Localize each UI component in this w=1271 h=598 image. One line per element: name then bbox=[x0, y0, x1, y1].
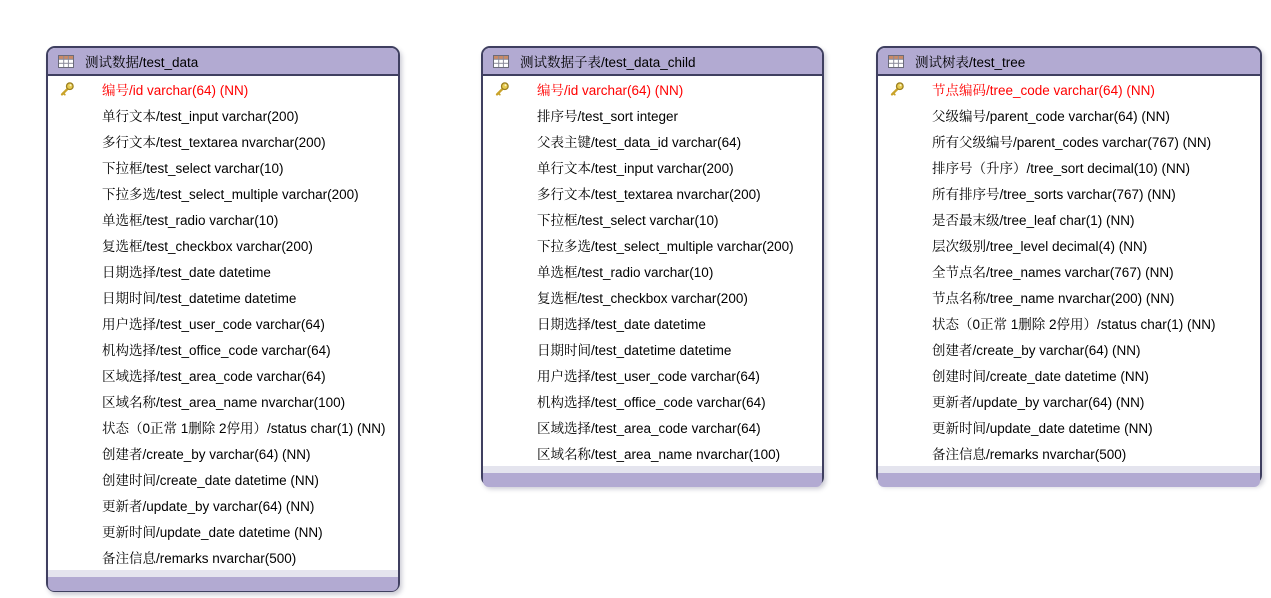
field-row[interactable] bbox=[483, 414, 822, 440]
field-row[interactable] bbox=[48, 206, 398, 232]
field-icon-spacer bbox=[888, 107, 905, 124]
field-label: 单选框/test_radio varchar(10) bbox=[537, 265, 714, 280]
entity-footer bbox=[48, 570, 398, 591]
field-row[interactable] bbox=[483, 440, 822, 466]
entity-test-data-child[interactable] bbox=[481, 46, 824, 486]
field-icon-spacer bbox=[888, 133, 905, 150]
footer-bar bbox=[48, 577, 398, 591]
field-label: 下拉框/test_select varchar(10) bbox=[102, 161, 284, 176]
field-row[interactable] bbox=[878, 232, 1260, 258]
field-icon-spacer bbox=[493, 237, 510, 254]
field-icon-spacer bbox=[58, 185, 75, 202]
field-label: 状态（0正常 1删除 2停用）/status char(1) (NN) bbox=[932, 317, 1216, 332]
field-label: 备注信息/remarks nvarchar(500) bbox=[102, 551, 297, 566]
field-label: 更新时间/update_date datetime (NN) bbox=[102, 525, 323, 540]
table-icon bbox=[492, 53, 509, 70]
field-icon-spacer bbox=[888, 289, 905, 306]
field-icon-spacer bbox=[493, 159, 510, 176]
field-row[interactable] bbox=[48, 492, 398, 518]
field-label: 区域选择/test_area_code varchar(64) bbox=[102, 369, 326, 384]
field-row[interactable] bbox=[48, 440, 398, 466]
field-icon-spacer bbox=[58, 133, 75, 150]
field-icon-spacer bbox=[888, 367, 905, 384]
field-row[interactable] bbox=[878, 336, 1260, 362]
field-row[interactable] bbox=[483, 284, 822, 310]
field-icon-spacer bbox=[888, 263, 905, 280]
field-row[interactable] bbox=[48, 180, 398, 206]
entity-body bbox=[48, 76, 398, 570]
field-label: 区域名称/test_area_name nvarchar(100) bbox=[537, 447, 781, 462]
footer-strip bbox=[483, 466, 822, 473]
field-icon-spacer bbox=[493, 367, 510, 384]
field-row[interactable] bbox=[483, 128, 822, 154]
field-icon-spacer bbox=[58, 549, 75, 566]
field-icon-spacer bbox=[493, 263, 510, 280]
field-label: 更新时间/update_date datetime (NN) bbox=[932, 421, 1153, 436]
field-icon-spacer bbox=[888, 237, 905, 254]
field-icon-spacer bbox=[58, 393, 75, 410]
field-row[interactable] bbox=[483, 258, 822, 284]
field-label: 层次级别/tree_level decimal(4) (NN) bbox=[932, 239, 1148, 254]
entity-title: 测试树表/test_tree bbox=[915, 55, 1026, 70]
field-label: 更新者/update_by varchar(64) (NN) bbox=[932, 395, 1145, 410]
field-row[interactable] bbox=[878, 362, 1260, 388]
field-row[interactable] bbox=[878, 102, 1260, 128]
field-icon-spacer bbox=[58, 237, 75, 254]
field-icon-spacer bbox=[888, 185, 905, 202]
field-row[interactable] bbox=[878, 180, 1260, 206]
field-label: 创建者/create_by varchar(64) (NN) bbox=[102, 447, 311, 462]
field-row[interactable] bbox=[48, 128, 398, 154]
entity-title: 测试数据/test_data bbox=[85, 55, 199, 70]
field-row[interactable] bbox=[48, 336, 398, 362]
field-icon-spacer bbox=[493, 341, 510, 358]
field-row[interactable] bbox=[48, 518, 398, 544]
field-row[interactable] bbox=[48, 414, 398, 440]
entity-body bbox=[878, 76, 1260, 466]
field-label: 下拉多选/test_select_multiple varchar(200) bbox=[537, 239, 794, 254]
field-row[interactable] bbox=[878, 414, 1260, 440]
field-row[interactable] bbox=[483, 206, 822, 232]
field-row[interactable] bbox=[48, 466, 398, 492]
field-row[interactable] bbox=[48, 310, 398, 336]
field-label: 日期选择/test_date datetime bbox=[537, 317, 706, 332]
field-label: 用户选择/test_user_code varchar(64) bbox=[537, 369, 760, 384]
field-row[interactable] bbox=[48, 388, 398, 414]
field-label: 用户选择/test_user_code varchar(64) bbox=[102, 317, 325, 332]
field-label: 排序号/test_sort integer bbox=[537, 109, 679, 124]
entity-footer bbox=[483, 466, 822, 487]
field-icon-spacer bbox=[888, 211, 905, 228]
field-label: 节点编码/tree_code varchar(64) (NN) bbox=[932, 83, 1155, 98]
field-label: 复选框/test_checkbox varchar(200) bbox=[102, 239, 313, 254]
field-label: 所有父级编号/parent_codes varchar(767) (NN) bbox=[932, 135, 1212, 150]
field-label: 状态（0正常 1删除 2停用）/status char(1) (NN) bbox=[102, 421, 386, 436]
primary-key-icon bbox=[493, 81, 510, 98]
field-row[interactable] bbox=[878, 440, 1260, 466]
field-row[interactable] bbox=[48, 258, 398, 284]
field-icon-spacer bbox=[58, 289, 75, 306]
field-icon-spacer bbox=[58, 471, 75, 488]
field-label: 下拉多选/test_select_multiple varchar(200) bbox=[102, 187, 359, 202]
field-icon-spacer bbox=[58, 419, 75, 436]
field-row[interactable] bbox=[483, 336, 822, 362]
field-row[interactable] bbox=[48, 284, 398, 310]
field-icon-spacer bbox=[493, 315, 510, 332]
field-icon-spacer bbox=[58, 341, 75, 358]
field-label: 区域名称/test_area_name nvarchar(100) bbox=[102, 395, 346, 410]
field-label: 日期时间/test_datetime datetime bbox=[537, 343, 732, 358]
entity-test-data[interactable] bbox=[46, 46, 400, 592]
field-icon-spacer bbox=[888, 419, 905, 436]
entity-header[interactable] bbox=[878, 48, 1260, 76]
field-icon-spacer bbox=[58, 523, 75, 540]
field-label: 区域选择/test_area_code varchar(64) bbox=[537, 421, 761, 436]
field-label: 备注信息/remarks nvarchar(500) bbox=[932, 447, 1127, 462]
field-icon-spacer bbox=[493, 185, 510, 202]
footer-bar bbox=[878, 473, 1260, 487]
field-label: 单选框/test_radio varchar(10) bbox=[102, 213, 279, 228]
field-icon-spacer bbox=[58, 315, 75, 332]
field-label: 更新者/update_by varchar(64) (NN) bbox=[102, 499, 315, 514]
field-row[interactable] bbox=[483, 232, 822, 258]
field-label: 编号/id varchar(64) (NN) bbox=[537, 83, 684, 98]
field-row[interactable] bbox=[878, 154, 1260, 180]
field-icon-spacer bbox=[58, 445, 75, 462]
field-icon-spacer bbox=[493, 107, 510, 124]
field-row[interactable] bbox=[48, 154, 398, 180]
entity-body bbox=[483, 76, 822, 466]
field-icon-spacer bbox=[888, 445, 905, 462]
footer-strip bbox=[878, 466, 1260, 473]
entity-test-tree[interactable] bbox=[876, 46, 1262, 484]
field-label: 多行文本/test_textarea nvarchar(200) bbox=[102, 135, 326, 150]
field-label: 创建时间/create_date datetime (NN) bbox=[102, 473, 319, 488]
field-row[interactable] bbox=[48, 76, 398, 102]
field-icon-spacer bbox=[493, 211, 510, 228]
field-row[interactable] bbox=[48, 102, 398, 128]
field-label: 排序号（升序）/tree_sort decimal(10) (NN) bbox=[932, 161, 1191, 176]
field-row[interactable] bbox=[483, 362, 822, 388]
field-row[interactable] bbox=[878, 284, 1260, 310]
field-label: 机构选择/test_office_code varchar(64) bbox=[537, 395, 766, 410]
entity-header[interactable] bbox=[483, 48, 822, 76]
primary-key-icon bbox=[58, 81, 75, 98]
field-label: 下拉框/test_select varchar(10) bbox=[537, 213, 719, 228]
field-row[interactable] bbox=[878, 258, 1260, 284]
field-label: 单行文本/test_input varchar(200) bbox=[537, 161, 734, 176]
field-row[interactable] bbox=[483, 76, 822, 102]
table-icon bbox=[887, 53, 904, 70]
field-icon-spacer bbox=[58, 211, 75, 228]
field-icon-spacer bbox=[888, 315, 905, 332]
field-row[interactable] bbox=[878, 310, 1260, 336]
field-row[interactable] bbox=[48, 362, 398, 388]
field-label: 父表主键/test_data_id varchar(64) bbox=[537, 135, 742, 150]
field-icon-spacer bbox=[888, 159, 905, 176]
field-icon-spacer bbox=[58, 107, 75, 124]
field-row[interactable] bbox=[483, 388, 822, 414]
field-label: 编号/id varchar(64) (NN) bbox=[102, 83, 249, 98]
field-icon-spacer bbox=[58, 367, 75, 384]
field-label: 多行文本/test_textarea nvarchar(200) bbox=[537, 187, 761, 202]
field-row[interactable] bbox=[483, 310, 822, 336]
field-icon-spacer bbox=[493, 419, 510, 436]
footer-bar bbox=[483, 473, 822, 487]
primary-key-icon bbox=[888, 81, 905, 98]
field-label: 单行文本/test_input varchar(200) bbox=[102, 109, 299, 124]
entity-header[interactable] bbox=[48, 48, 398, 76]
field-label: 复选框/test_checkbox varchar(200) bbox=[537, 291, 748, 306]
field-icon-spacer bbox=[888, 341, 905, 358]
field-label: 父级编号/parent_code varchar(64) (NN) bbox=[932, 109, 1170, 124]
entity-title: 测试数据子表/test_data_child bbox=[520, 55, 696, 70]
footer-strip bbox=[48, 570, 398, 577]
table-icon bbox=[57, 53, 74, 70]
field-row[interactable] bbox=[878, 388, 1260, 414]
field-icon-spacer bbox=[493, 133, 510, 150]
field-label: 创建时间/create_date datetime (NN) bbox=[932, 369, 1149, 384]
field-row[interactable] bbox=[48, 544, 398, 570]
field-row[interactable] bbox=[483, 180, 822, 206]
field-row[interactable] bbox=[483, 154, 822, 180]
field-label: 是否最末级/tree_leaf char(1) (NN) bbox=[932, 213, 1135, 228]
field-row[interactable] bbox=[878, 206, 1260, 232]
field-icon-spacer bbox=[493, 393, 510, 410]
field-label: 机构选择/test_office_code varchar(64) bbox=[102, 343, 331, 358]
field-label: 节点名称/tree_name nvarchar(200) (NN) bbox=[932, 291, 1175, 306]
field-label: 全节点名/tree_names varchar(767) (NN) bbox=[932, 265, 1174, 280]
field-row[interactable] bbox=[878, 76, 1260, 102]
field-row[interactable] bbox=[483, 102, 822, 128]
field-label: 所有排序号/tree_sorts varchar(767) (NN) bbox=[932, 187, 1176, 202]
field-icon-spacer bbox=[58, 263, 75, 280]
field-icon-spacer bbox=[58, 497, 75, 514]
field-label: 创建者/create_by varchar(64) (NN) bbox=[932, 343, 1141, 358]
field-icon-spacer bbox=[493, 445, 510, 462]
field-icon-spacer bbox=[888, 393, 905, 410]
field-row[interactable] bbox=[48, 232, 398, 258]
field-icon-spacer bbox=[493, 289, 510, 306]
field-row[interactable] bbox=[878, 128, 1260, 154]
field-icon-spacer bbox=[58, 159, 75, 176]
entity-footer bbox=[878, 466, 1260, 487]
field-label: 日期选择/test_date datetime bbox=[102, 265, 271, 280]
field-label: 日期时间/test_datetime datetime bbox=[102, 291, 297, 306]
